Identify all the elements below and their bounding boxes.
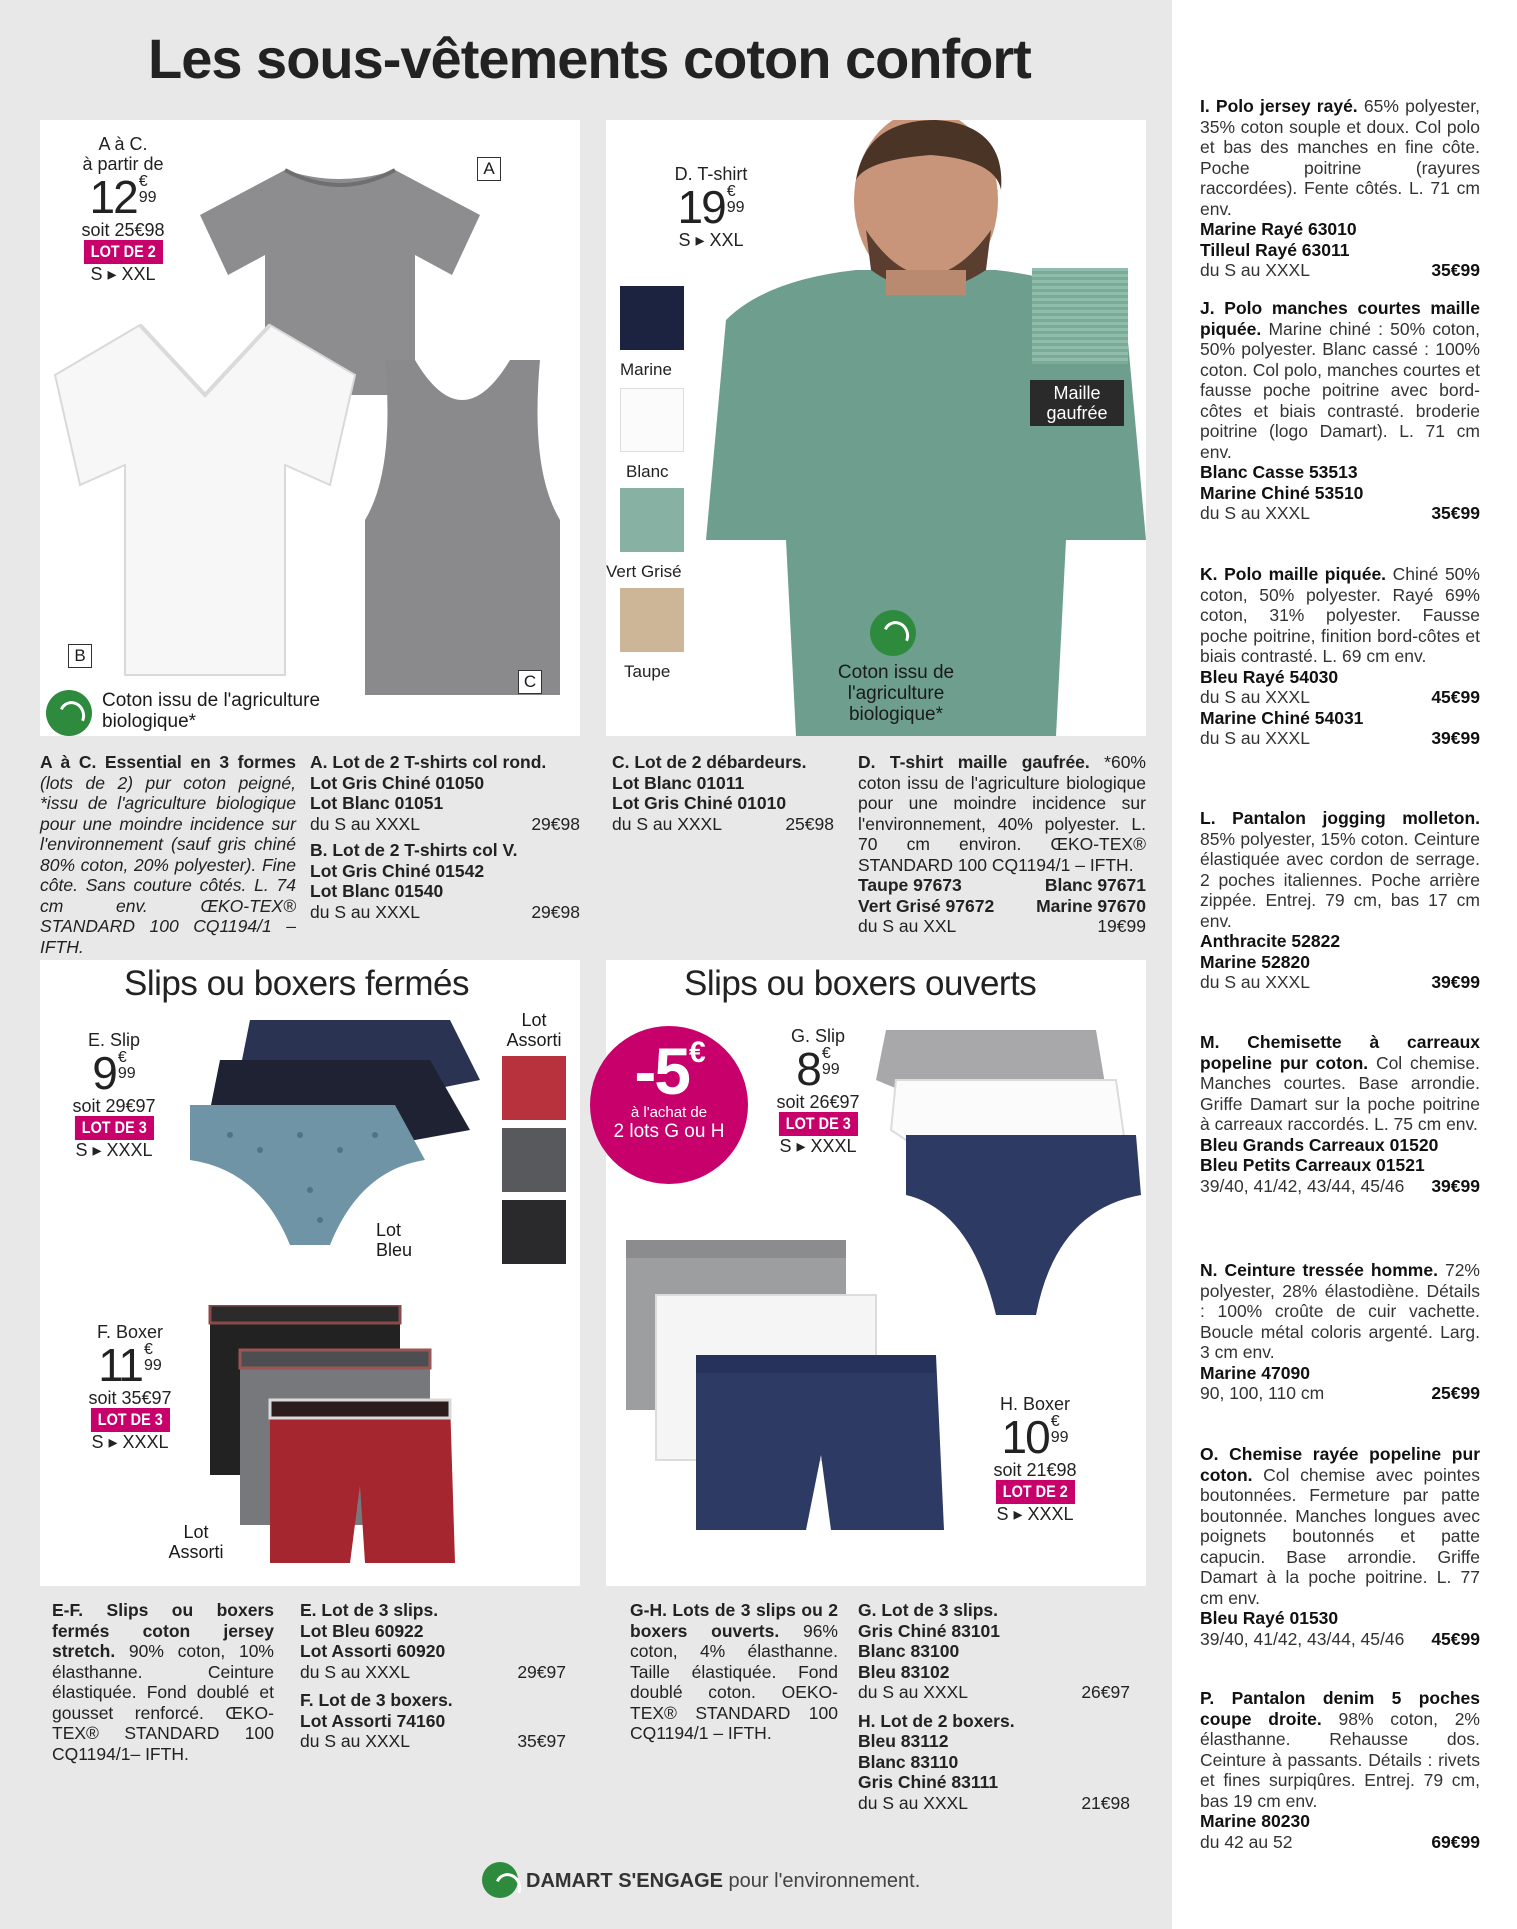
price-label-h: H. Boxer xyxy=(999,1394,1071,1414)
label-b: B xyxy=(68,644,92,668)
label-c: C xyxy=(518,670,542,694)
desc-a-b: A. Lot de 2 T-shirts col rond. Lot Gris Chiné 01050 Lot Blanc 01051 du S au XXXL 29€98 B. Lot de 2 T-shirts col V. Lot Gris Chiné 01542 Lot Blanc 01540 du S au XXXL 29€98 xyxy=(310,752,580,922)
briefs-stack-image xyxy=(180,1010,510,1250)
panel-tshirt-d xyxy=(606,120,1146,736)
swatch-label-marine: Marine xyxy=(620,360,672,379)
swatch-taupe[interactable] xyxy=(620,588,684,652)
price-soit-e: soit 29€97 xyxy=(72,1096,156,1116)
tanktop-grey-image xyxy=(355,350,570,700)
price-block-f xyxy=(68,1322,192,1452)
price-k-2: 39€99 xyxy=(1431,728,1480,748)
boxers-stack-image xyxy=(200,1305,460,1575)
price-e: 9 $^{€ 99}$ xyxy=(92,1047,136,1099)
price-soit-g: soit 26€97 xyxy=(776,1092,860,1112)
label-a: A xyxy=(477,157,501,181)
price-block-e xyxy=(52,1030,176,1160)
price-from-ac: à partir de xyxy=(82,154,164,174)
eco-text-ac: Coton issu de l'agriculture biologique* xyxy=(102,690,321,732)
desc-d: D. T-shirt maille gaufrée. *60% coton issu de l'agriculture biologique pour une moindre incidence sur l'environnement, 40% polyester. L. 70 cm environ. ŒKO-TEX® STANDARD 100 CQ1194/1 – IFTH. Taupe 97673 Blanc 97671 Vert Grisé 97672 Marine 97670 du S au XXL 19€99 xyxy=(858,752,1146,936)
promo-badge: -5€ à l'achat de 2 lots G ou H xyxy=(590,1026,748,1184)
price-k-1: 45€99 xyxy=(1431,687,1480,707)
price-j: 35€99 xyxy=(1431,503,1480,523)
product-n: N. Ceinture tressée homme. 72% polyester, 28% élastodiène. Détails : 100% croûte de cuir vachette. Boucle métal coloris argenté. Larg. 3 cm env. Marine 47090 90, 100, 110 cm 25€99 xyxy=(1200,1260,1480,1403)
price-h-total: 21€98 xyxy=(1081,1792,1130,1813)
price-o: 45€99 xyxy=(1431,1628,1480,1649)
price-m: 39€99 xyxy=(1431,1175,1480,1196)
desc-g-h: G. Lot de 3 slips. Gris Chiné 83101 Blanc 83100 Bleu 83102 du S au XXXL 26€97 H. Lot de 2 boxers. Bleu 83112 Blanc 83110 Gris Chiné 83111 du S au XXXL 21€98 xyxy=(858,1600,1130,1813)
product-l: L. Pantalon jogging molleton. 85% polyester, 15% coton. Ceinture élastiquée avec cordon de serrage. 2 poches italiennes. Poche arrière zippée. Entrej. 79 cm, bas 17 cm env. Anthracite 52822 Marine 52820 du S au XXXL 39€99 xyxy=(1200,808,1480,992)
swatch-label-taupe: Taupe xyxy=(624,662,671,681)
lot-bleu-label: Lot Bleu xyxy=(376,1220,413,1260)
lot-badge-e: LOT DE 3 xyxy=(75,1116,154,1140)
price-p: 69€99 xyxy=(1431,1831,1480,1852)
maille-label: Maille gaufrée xyxy=(1030,380,1124,426)
price-b: 29€98 xyxy=(531,901,580,922)
price-label-ac: A à C. xyxy=(98,134,148,154)
eco-leaf-icon xyxy=(46,690,92,736)
price-a: 29€98 xyxy=(531,813,580,834)
price-label-g: G. Slip xyxy=(790,1026,846,1046)
desc-ac: A à C. Essential en 3 formes (lots de 2) pur coton peigné, *issu de l'agriculture biologique pour une moindre incidence sur l'environnement (sauf gris chiné 80% coton, 20% polyester). Fine côte. Sans couture côtés. L. 74 cm env. ŒKO-TEX® STANDARD 100 CQ1194/1 – IFTH. xyxy=(40,752,296,957)
swatch-label-blanc: Blanc xyxy=(626,462,669,481)
price-f-total: 35€97 xyxy=(517,1731,566,1751)
size-range-h: S ▸ XXXL xyxy=(996,1504,1074,1524)
section-title-ouverts: Slips ou boxers ouverts xyxy=(684,964,1037,1003)
desc-ef: E-F. Slips ou boxers fermés coton jersey stretch. 90% coton, 10% élasthanne. Ceinture élastiquée. Fond doublé et gousset renforcé. ŒKO-TEX® STANDARD 100 CQ1194/1– IFTH. xyxy=(52,1600,274,1764)
tshirt-white-vneck-image xyxy=(45,315,365,685)
price-ac: 12 $^{€ 99}$ xyxy=(89,171,157,223)
eco-leaf-icon-d xyxy=(870,610,916,656)
swatch-gris[interactable] xyxy=(502,1128,566,1192)
swatch-blanc[interactable] xyxy=(620,388,684,452)
footer-text: DAMART S'ENGAGE pour l'environnement. xyxy=(526,1870,921,1892)
price-soit-h: soit 21€98 xyxy=(993,1460,1077,1480)
price-block-ac xyxy=(58,134,188,284)
page-title: Les sous-vêtements coton confort xyxy=(148,27,1031,90)
price-block-d xyxy=(646,164,776,250)
price-l: 39€99 xyxy=(1431,972,1480,992)
swatch-noir[interactable] xyxy=(502,1200,566,1264)
price-soit-ac: soit 25€98 xyxy=(81,220,165,240)
lot-badge-ac: LOT DE 2 xyxy=(84,240,163,264)
price-n: 25€99 xyxy=(1431,1383,1480,1403)
swatch-label-vert-grise: Vert Grisé xyxy=(606,562,682,581)
price-c: 25€98 xyxy=(785,813,834,834)
size-range-e: S ▸ XXXL xyxy=(75,1140,153,1160)
desc-e-f: E. Lot de 3 slips. Lot Bleu 60922 Lot Assorti 60920 du S au XXXL 29€97 F. Lot de 3 boxers. Lot Assorti 74160 du S au XXXL 35€97 xyxy=(300,1600,566,1751)
footer-eco-icon xyxy=(482,1862,518,1898)
price-d: 19 $^{€ 99}$ xyxy=(677,181,745,233)
price-label-f: F. Boxer xyxy=(96,1322,164,1342)
lot-assorti-label-e: Lot Assorti xyxy=(506,1010,562,1050)
lot-badge-h: LOT DE 2 xyxy=(996,1480,1075,1504)
lot-badge-f: LOT DE 3 xyxy=(91,1408,170,1432)
desc-c: C. Lot de 2 débardeurs. Lot Blanc 01011 Lot Gris Chiné 01010 du S au XXXL 25€98 xyxy=(612,752,834,834)
section-title-fermes: Slips ou boxers fermés xyxy=(124,964,469,1003)
price-label-e: E. Slip xyxy=(87,1030,141,1050)
price-block-h xyxy=(972,1394,1098,1524)
product-m: M. Chemisette à carreaux popeline pur coton. Col chemise. Manches courtes. Base arrondie. Griffe Damart sur la poche poitrine à carreaux raccordés. L. 75 cm env. Bleu Grands Carreaux 01520 Bleu Petits Carreaux 01521 39/40, 41/42, 43/44, 45/46 39€99 xyxy=(1200,1032,1480,1196)
swatch-marine[interactable] xyxy=(620,286,684,350)
open-boxers-image xyxy=(626,1240,956,1540)
price-block-g xyxy=(758,1026,878,1156)
panel-slips-fermes xyxy=(40,960,580,1586)
price-i: 35€99 xyxy=(1431,260,1480,280)
size-range-g: S ▸ XXXL xyxy=(779,1136,857,1156)
desc-gh: G-H. Lots de 3 slips ou 2 boxers ouverts. 96% coton, 4% élasthanne. Taille élastiquée. Fond doublé coton. OEKO-TEX® STANDARD 100 CQ1194/1 – IFTH. xyxy=(630,1600,838,1743)
product-k: K. Polo maille piquée. Chiné 50% coton, 50% polyester. Rayé 69% coton, 31% polyester. Fausse poche poitrine, finition bord-côtes et biais contrasté. L. 69 cm env. Bleu Rayé 54030 du S au XXXL 45€99 Marine Chiné 54031 du S au XXXL 39€99 xyxy=(1200,564,1480,748)
size-range-ac: S ▸ XXL xyxy=(90,264,156,284)
product-o: O. Chemise rayée popeline pur coton. Col chemise avec pointes boutonnées. Fermeture par patte boutonnée. Manches longues avec poignets boutonnés et patte capucin. Base arrondie. Griffe Damart à la poche poitrine. L. 77 cm env. Bleu Rayé 01530 39/40, 41/42, 43/44, 45/46 45€99 xyxy=(1200,1444,1480,1649)
swatch-rouge[interactable] xyxy=(502,1056,566,1120)
fabric-closeup-image xyxy=(1032,268,1128,364)
swatch-vert-grise[interactable] xyxy=(620,488,684,552)
price-d-total: 19€99 xyxy=(1097,916,1146,936)
price-h: 10 $^{€ 99}$ xyxy=(1001,1411,1069,1463)
lot-badge-g: LOT DE 3 xyxy=(779,1112,858,1136)
price-label-d: D. T-shirt xyxy=(674,164,748,184)
price-f: 11 $^{€ 99}$ xyxy=(98,1339,162,1391)
size-range-f: S ▸ XXXL xyxy=(91,1432,169,1452)
lot-assorti-label-f: Lot Assorti xyxy=(168,1522,224,1562)
product-i: I. Polo jersey rayé. 65% polyester, 35% coton souple et doux. Col polo et bas des manches en fine côte. Poche poitrine (rayures raccordées). Fente côtés. L. 71 cm env. Marine Rayé 63010 Tilleul Rayé 63011 du S au XXXL 35€99 xyxy=(1200,96,1480,280)
eco-text-d: Coton issu de l'agriculture biologique* xyxy=(837,662,955,725)
price-e-total: 29€97 xyxy=(517,1661,566,1682)
size-range-d: S ▸ XXL xyxy=(678,230,744,250)
product-p: P. Pantalon denim 5 poches coupe droite. 98% coton, 2% élasthanne. Rehausse dos. Ceinture à passants. Détails : rivets et fines surpiqûres. Entrej. 79 cm, bas 19 cm env. Marine 80230 du 42 au 52 69€99 xyxy=(1200,1688,1480,1852)
panel-essential xyxy=(40,120,580,736)
price-g: 8 $^{€ 99}$ xyxy=(796,1043,840,1095)
product-j: J. Polo manches courtes maille piquée. Marine chiné : 50% coton, 50% polyester. Blanc cassé : 100% coton. Col polo, manches courtes et fausse poche poitrine avec bord-côtes et biais contrasté. broderie poitrine (logo Damart). L. 71 cm env. Blanc Casse 53513 Marine Chiné 53510 du S au XXXL 35€99 xyxy=(1200,298,1480,523)
price-g-total: 26€97 xyxy=(1081,1682,1130,1702)
price-soit-f: soit 35€97 xyxy=(88,1388,172,1408)
